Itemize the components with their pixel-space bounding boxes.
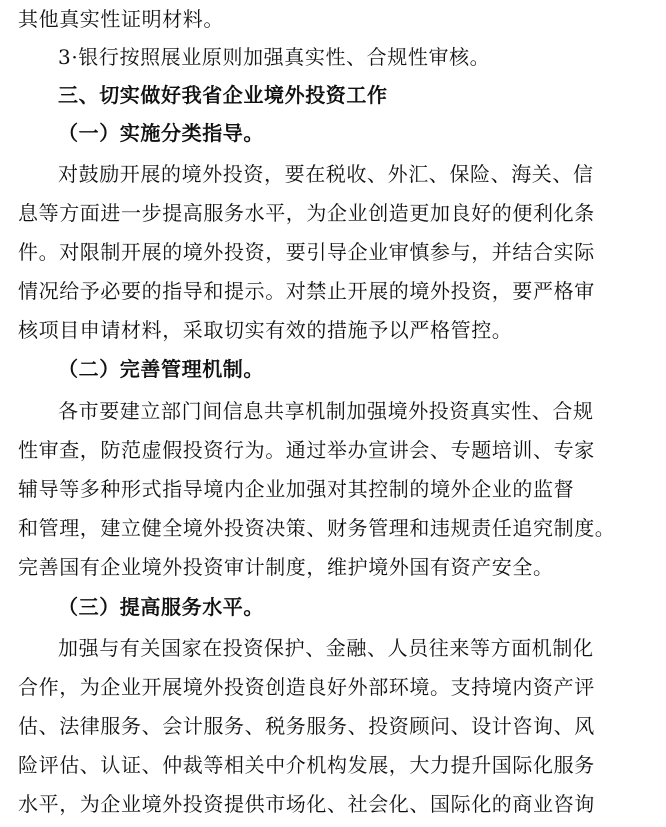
paragraph-line: 完善国有企业境外投资审计制度，维护境外国有资产安全。 [18, 555, 554, 579]
paragraph-line: 息等方面进一步提高服务水平，为企业创造更加良好的便利化条 [18, 201, 595, 225]
paragraph-line: 情况给予必要的指导和提示。对禁止开展的境外投资，要严格审 [18, 279, 595, 303]
paragraph-line: 合作，为企业开展境外投资创造良好外部环境。支持境内资产评 [18, 675, 595, 699]
paragraph-line: 和管理，建立健全境外投资决策、财务管理和违规责任追究制度。 [18, 516, 616, 540]
list-item-3: 3·银行按照展业原则加强真实性、合规性审核。 [58, 45, 491, 69]
subheading-3: （三）提高服务水平。 [58, 595, 264, 619]
paragraph-line: 性审查，防范虚假投资行为。通过举办宣讲会、专题培训、专家 [18, 438, 595, 462]
paragraph-line: 估、法律服务、会计服务、税务服务、投资顾问、设计咨询、风 [18, 714, 595, 738]
paragraph-line: 件。对限制开展的境外投资，要引导企业审慎参与，并结合实际 [18, 240, 595, 264]
paragraph-line: 水平，为企业境外投资提供市场化、社会化、国际化的商业咨询 [18, 792, 595, 816]
paragraph-line: 险评估、认证、仲裁等相关中介机构发展，大力提升国际化服务 [18, 753, 595, 777]
subheading-2: （二）完善管理机制。 [58, 357, 264, 381]
paragraph-line: 对鼓励开展的境外投资，要在税收、外汇、保险、海关、信 [58, 162, 594, 186]
paragraph-line: 各市要建立部门间信息共享机制加强境外投资真实性、合规 [58, 399, 594, 423]
paragraph-line: 辅导等多种形式指导境内企业加强对其控制的境外企业的监督 [18, 477, 575, 501]
section-heading-3: 三、切实做好我省企业境外投资工作 [58, 83, 388, 107]
paragraph-line: 核项目申请材料，采取切实有效的措施予以严格管控。 [18, 318, 513, 342]
paragraph-line: 加强与有关国家在投资保护、金融、人员往来等方面机制化 [58, 636, 594, 660]
subheading-1: （一）实施分类指导。 [58, 121, 264, 145]
paragraph-line: 其他真实性证明材料。 [18, 7, 224, 31]
